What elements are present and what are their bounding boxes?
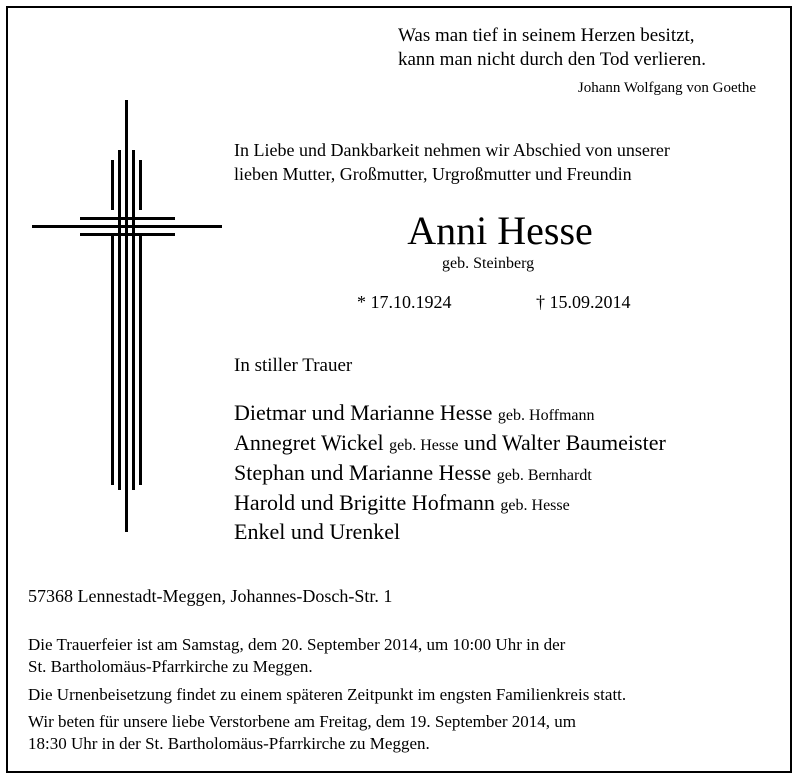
family-name: Annegret Wickel [234,430,384,455]
family-entry [234,400,595,426]
address: 57368 Lennestadt-Meggen, Johannes-Dosch-Str. 1 [28,586,393,606]
family-name: Enkel und Urenkel [234,519,401,544]
family-geb: geb. Hoffmann [497,407,595,424]
birth-date: * 17.10.1924 [357,292,452,312]
family-geb: geb. Hesse [500,497,570,514]
family-suffix: und Walter Baumeister [463,430,666,455]
intro-line-1: In Liebe und Dankbarkeit nehmen wir Abschied von unserer [234,140,670,160]
quote-line-1: Was man tief in seinem Herzen besitzt, [398,25,695,46]
quote-author: Johann Wolfgang von Goethe [577,80,756,96]
prayer-info [28,711,576,755]
family-name: Dietmar und Marianne Hesse [234,400,493,425]
family-name: Harold und Brigitte Hofmann [234,490,495,515]
family-entry [234,490,570,516]
deceased-name: Anni Hesse [407,208,593,253]
quote-line-2: kann man nicht durch den Tod verlieren. [398,49,707,70]
mourning-label: In stiller Trauer [234,355,353,376]
birth-name: geb. Steinberg [442,255,535,272]
family-name: Stephan und Marianne Hesse [234,460,492,485]
funeral-line-1: Die Trauerfeier ist am Samstag, dem 20. September 2014, um 10:00 Uhr in der [28,635,566,654]
family-entry [234,519,400,545]
quote [398,24,706,72]
intro-text [234,138,670,186]
prayer-line-2: 18:30 Uhr in der St. Bartholomäus-Pfarrkirche zu Meggen. [28,734,430,753]
cross-icon [30,100,225,532]
intro-line-2: lieben Mutter, Großmutter, Urgroßmutter und Freundin [234,164,632,184]
family-geb: geb. Hesse [389,437,459,454]
family-entry [234,460,592,486]
funeral-info [28,634,565,678]
prayer-line-1: Wir beten für unsere liebe Verstorbene am Freitag, dem 19. September 2014, um [28,712,577,731]
family-geb: geb. Bernhardt [496,467,592,484]
death-date: † 15.09.2014 [536,292,631,312]
funeral-line-2: St. Bartholomäus-Pfarrkirche zu Meggen. [28,657,313,676]
family-entry [234,430,666,456]
urn-info: Die Urnenbeisetzung findet zu einem späteren Zeitpunkt im engsten Familienkreis statt. [28,685,627,704]
